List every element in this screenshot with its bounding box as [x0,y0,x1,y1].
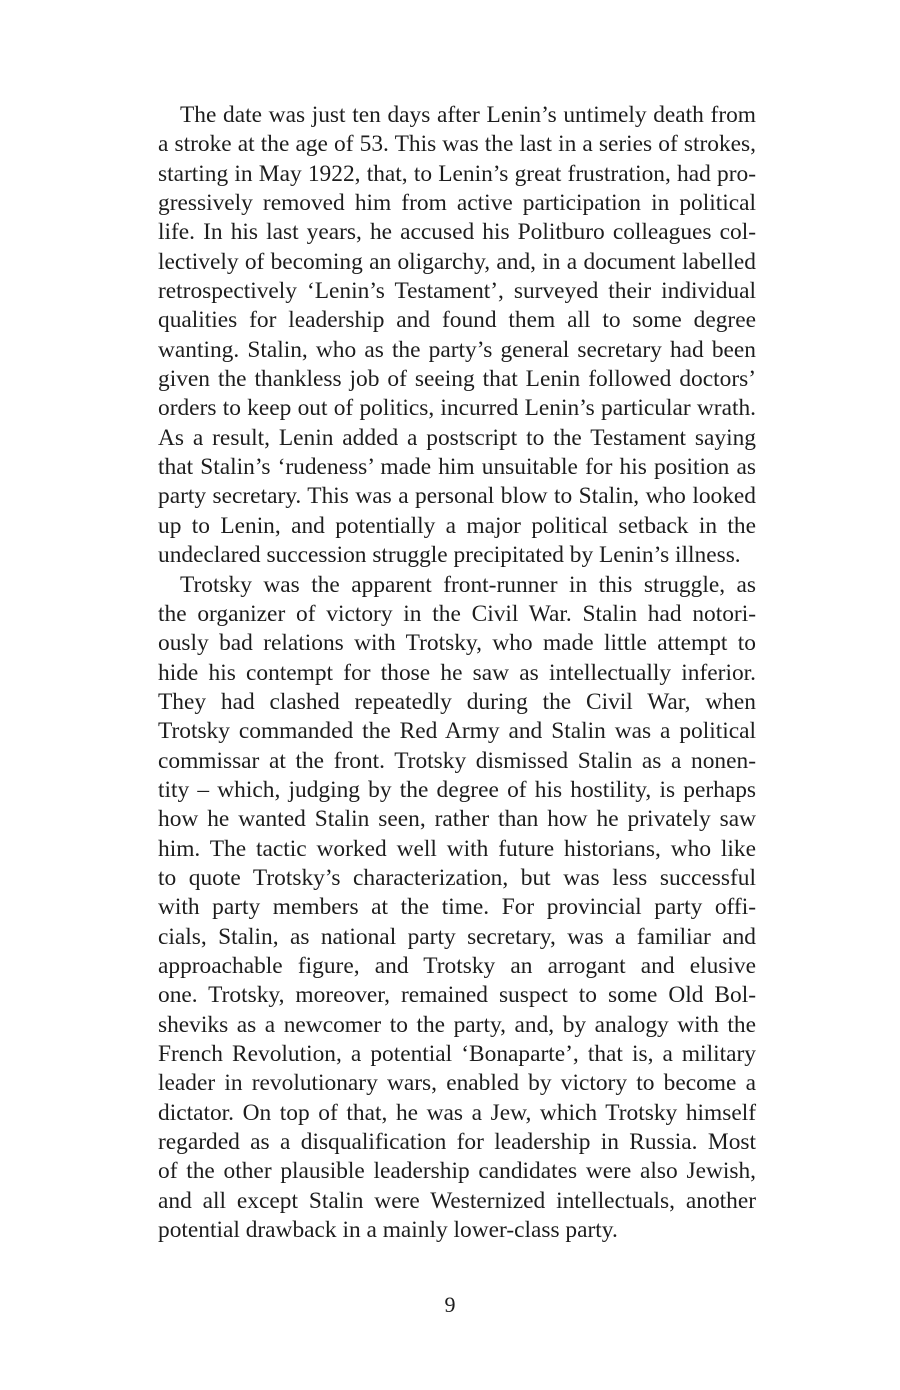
text-line: retrospectively ‘Lenin’s Testament’, surveyed their individual [158,278,756,305]
text-line: leader in revolutionary wars, enabled by victory to become a [158,1070,756,1097]
text-line: the organizer of victory in the Civil War. Stalin had notori- [158,600,756,627]
text-line: They had clashed repeatedly during the Civil War, when [158,688,756,715]
text-line: a stroke at the age of 53. This was the last in a series of strokes, [158,131,756,158]
text-line: undeclared succession struggle precipitated by Lenin’s illness. [158,542,741,569]
text-line: gressively removed him from active participation in political [158,190,756,217]
text-line: The date was just ten days after Lenin’s untimely death from [180,102,756,128]
text-line: sheviks as a newcomer to the party, and, by analogy with the [158,1011,756,1038]
text-line: potential drawback in a mainly lower-class party. [158,1217,618,1244]
text-line: Trotsky was the apparent front-runner in this struggle, as [180,571,756,598]
text-line: hide his contempt for those he saw as intellectually inferior. [158,659,756,686]
text-line: him. The tactic worked well with future historians, who like [158,835,756,862]
text-line: Trotsky commanded the Red Army and Stalin was a political [158,718,756,745]
text-line: and all except Stalin were Westernized intellectuals, another [158,1187,756,1214]
text-line: commissar at the front. Trotsky dismissed Stalin as a nonen- [158,747,756,774]
page-number: 9 [444,1292,456,1317]
text-line: starting in May 1922, that, to Lenin’s great frustration, had pro- [158,160,756,187]
text-line: dictator. On top of that, he was a Jew, which Trotsky himself [158,1099,756,1126]
text-line: French Revolution, a potential ‘Bonaparte’, that is, a military [158,1041,756,1067]
text-line: party secretary. This was a personal blow to Stalin, who looked [158,483,756,510]
text-line: lectively of becoming an oligarchy, and, in a document labelled [158,248,756,275]
paragraph [158,101,756,571]
text-line: ously bad relations with Trotsky, who made little attempt to [158,630,756,657]
text-line: to quote Trotsky’s characterization, but was less successful [158,864,756,891]
text-line: As a result, Lenin added a postscript to the Testament saying [158,424,756,451]
text-line: with party members at the time. For provincial party offi- [158,894,756,921]
text-line: cials, Stalin, as national party secretary, was a familiar and [158,923,756,950]
text-line: up to Lenin, and potentially a major political setback in the [158,512,756,539]
paragraph [158,571,756,1246]
text-line: tity – which, judging by the degree of his hostility, is perhaps [158,776,756,803]
text-line: wanting. Stalin, who as the party’s general secretary had been [158,336,756,363]
text-line: one. Trotsky, moreover, remained suspect to some Old Bol- [158,982,756,1009]
text-line: orders to keep out of politics, incurred Lenin’s particular wrath. [158,395,756,422]
text-line: of the other plausible leadership candidates were also Jewish, [158,1158,756,1185]
text-line: how he wanted Stalin seen, rather than how he privately saw [158,806,756,833]
text-line: regarded as a disqualification for leadership in Russia. Most [158,1129,756,1156]
text-line: that Stalin’s ‘rudeness’ made him unsuitable for his position as [158,454,756,481]
text-line: given the thankless job of seeing that Lenin followed doctors’ [158,366,756,393]
text-line: life. In his last years, he accused his Politburo colleagues col- [158,219,756,246]
text-line: qualities for leadership and found them all to some degree [158,307,756,334]
body-text [158,101,756,1245]
text-line: approachable figure, and Trotsky an arrogant and elusive [158,952,756,979]
